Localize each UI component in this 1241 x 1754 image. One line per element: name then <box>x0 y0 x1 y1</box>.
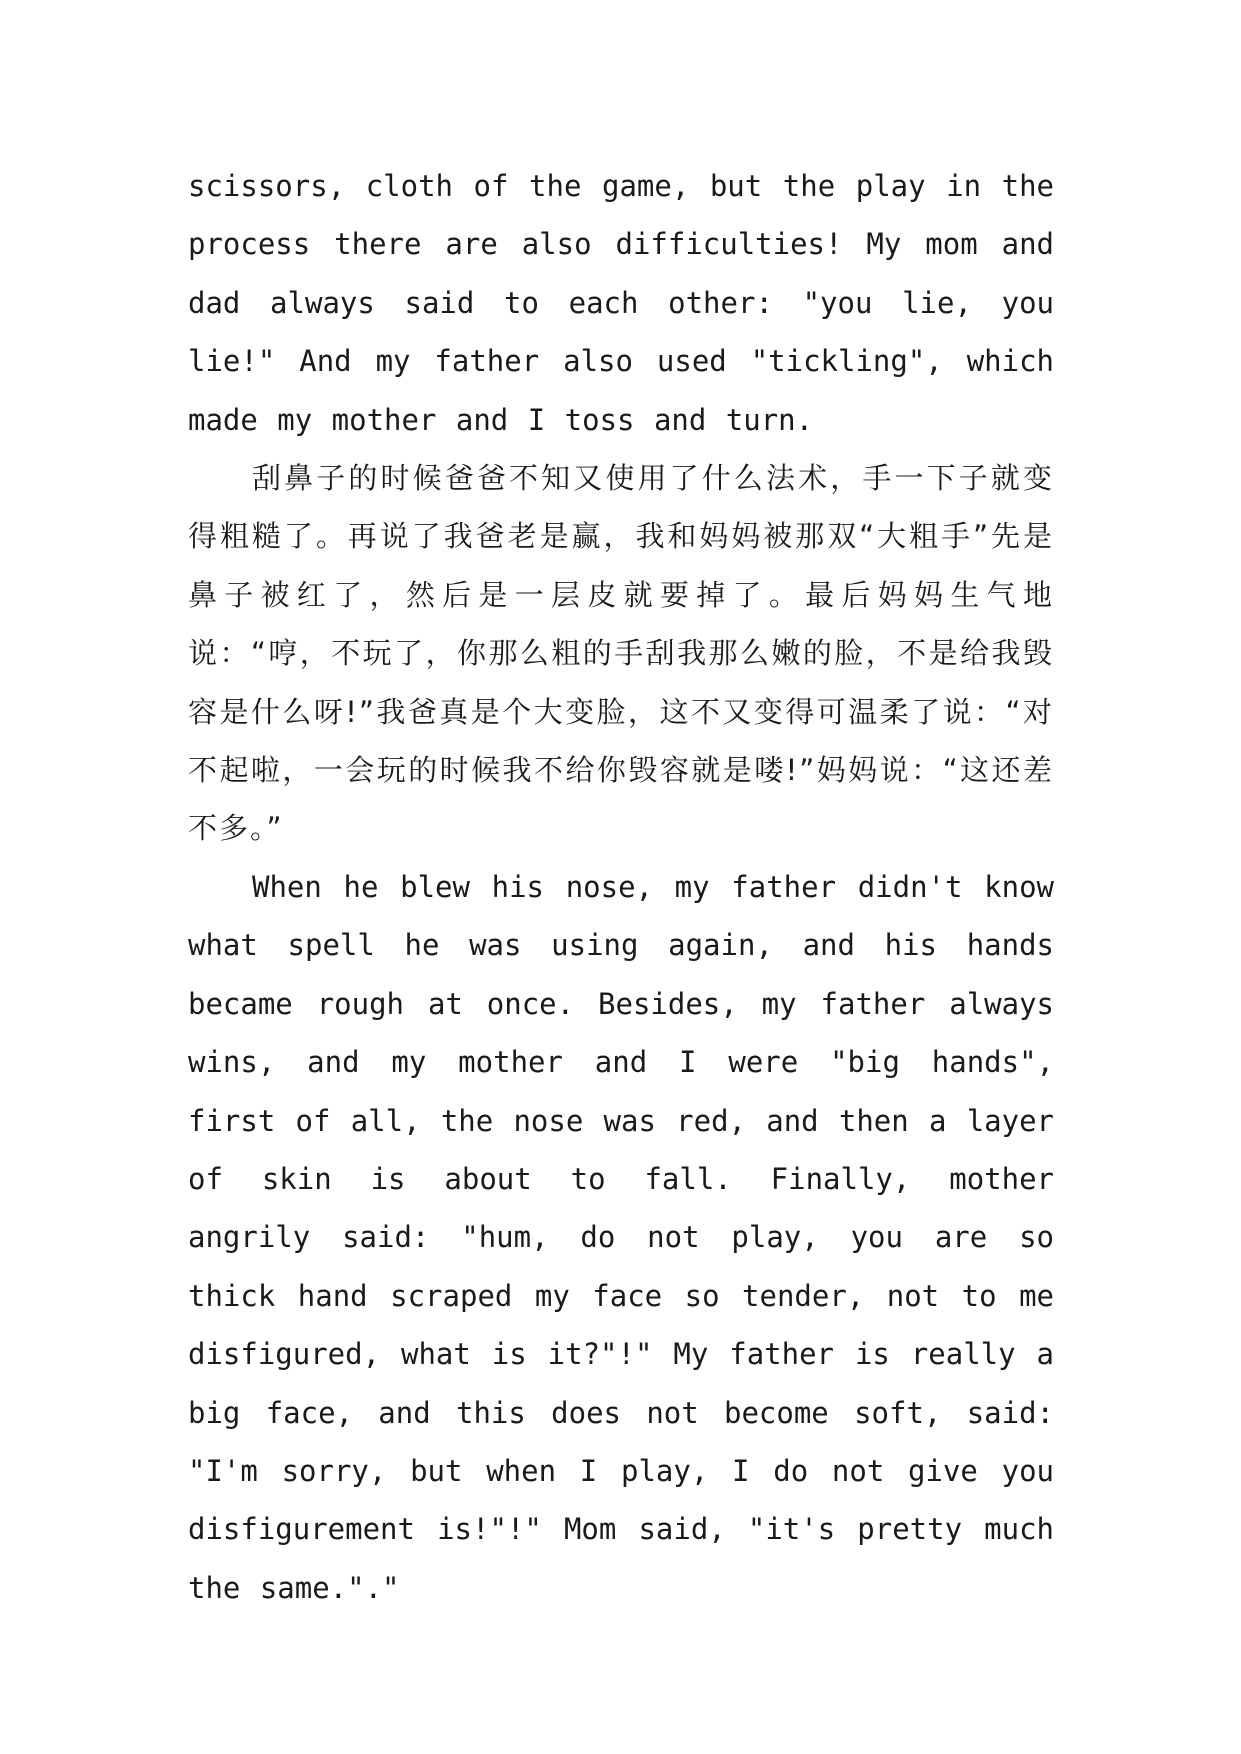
paragraph-chinese: 刮鼻子的时候爸爸不知又使用了什么法术，手一下子就变得粗糙了。再说了我爸老是赢，我和妈妈被那双“大粗手”先是鼻子被红了，然后是一层皮就要掉了。最后妈妈生气地说：“哼，不玩了，你那么粗的手刮我那么嫩的脸，不是给我毁容是什么呀!”我爸真是个大变脸，这不又变得可温柔了说：“对不起啦，一会玩的时候我不给你毁容就是喽!”妈妈说：“这还差不多。” <box>188 461 1054 846</box>
paragraph-english-translation: When he blew his nose, my father didn't know what spell he was using again, and his hands became rough at once. Besides, my father always wins, and my mother and I were "big hands", first of all, the nose was red, and then a layer of skin is about to fall. Finally, mother angrily said: "hum, do not play, you are so thick hand scraped my face so tender, not to me disfigured, what is it?"!" My father is really a big face, and this does not become soft, said: "I'm sorry, but when I play, I do not give you disfigurement is!"!" Mom said, "it's pretty much the same."." <box>188 869 1054 1605</box>
paragraph-english-intro: scissors, cloth of the game, but the play in the process there are also difficulties! My mom and dad always said to each other: "you lie, you lie!" And my father also used "tickling", which made my mother and I toss and turn. <box>188 169 1054 437</box>
document-body <box>188 157 1054 1617</box>
